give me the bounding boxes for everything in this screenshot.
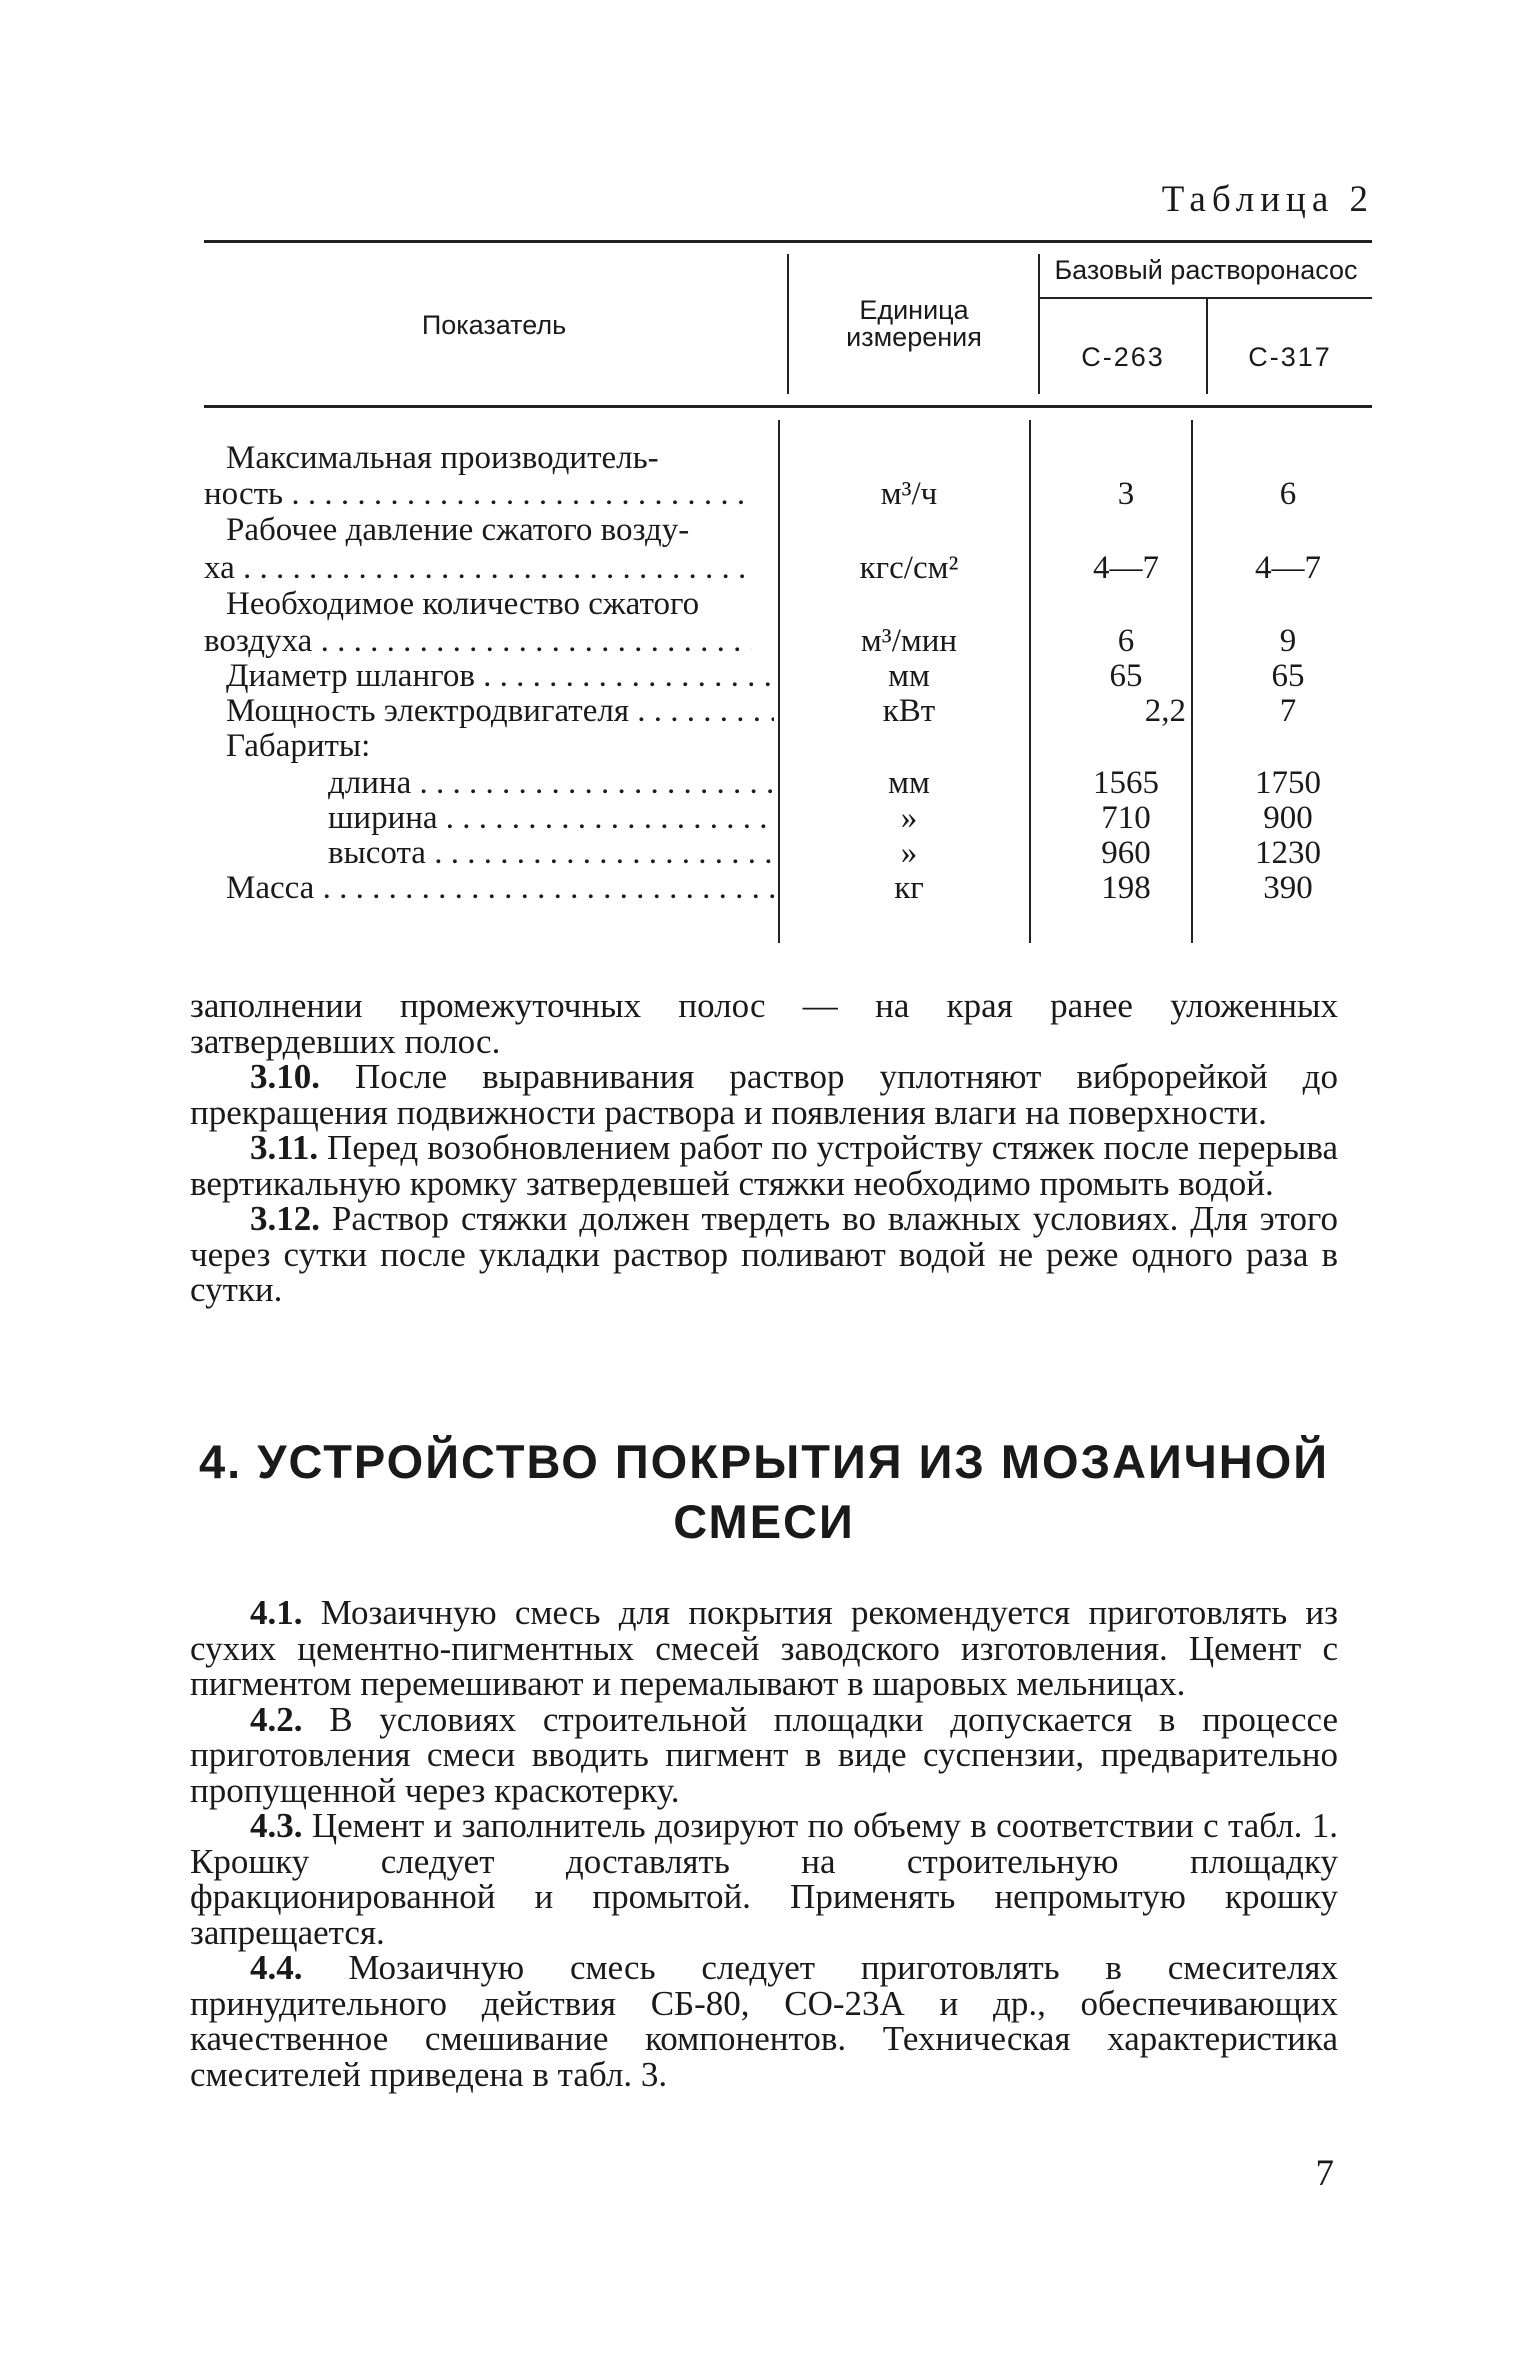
table-header-rule: [204, 405, 1372, 408]
header-model1: С-263: [1081, 342, 1165, 372]
row-value-c263: 2,2: [1144, 693, 1186, 729]
table-row: [204, 800, 1372, 836]
row-name-line1: Максимальная производитель-: [226, 440, 659, 476]
paragraph-text: Мозаичную смесь для покрытия рекомендуется приготовлять из сухих цементно-пигментных смесей заводского изготовления. Цемент с пигментом перемешивают и перемалывают в шаровых мельницах.: [190, 1593, 1338, 1703]
paragraph: [190, 1201, 1338, 1308]
paragraph-number: 3.10.: [250, 1057, 320, 1096]
section-heading-line1: 4. УСТРОЙСТВО ПОКРЫТИЯ ИЗ МОЗАИЧНОЙ: [198, 1435, 1330, 1488]
section-heading: [190, 1432, 1338, 1552]
paragraph: [190, 1595, 1338, 1702]
row-name: Габариты:: [226, 728, 371, 764]
table-row: [204, 835, 1372, 871]
paragraph-text: заполнении промежуточных полос — на края ранее уложенных затвердевших полос.: [190, 986, 1338, 1061]
section-heading-line2: СМЕСИ: [673, 1495, 855, 1548]
row-value-c263: 6: [1117, 623, 1135, 659]
row-name: воздуха: [204, 623, 313, 659]
row-name: Мощность электродвигателя: [226, 693, 630, 729]
row-name: Диаметр шлангов: [226, 658, 475, 694]
row-value-c263: 1565: [1093, 765, 1159, 801]
paragraph-number: 4.3.: [250, 1806, 303, 1845]
paragraph: [190, 988, 1338, 1059]
paragraph-number: 3.11.: [250, 1128, 319, 1167]
row-name: Масса: [226, 870, 315, 906]
table-row: [204, 550, 1372, 586]
table-row: [204, 693, 1372, 729]
row-unit: кгс/см²: [859, 550, 959, 586]
row-value-c317: 9: [1279, 623, 1297, 659]
paragraph-number: 3.12.: [250, 1199, 320, 1238]
row-name: ха: [204, 550, 235, 586]
header-unit-line1: Единица: [859, 295, 969, 325]
header-indicator: Показатель: [421, 310, 567, 340]
row-value-c317: 4—7: [1255, 550, 1321, 586]
row-value-c263: 960: [1101, 835, 1151, 871]
row-unit: м³/ч: [880, 476, 938, 512]
row-value-c317: 6: [1279, 476, 1297, 512]
row-value-c317: 390: [1263, 870, 1313, 906]
paragraph-number: 4.1.: [250, 1593, 303, 1632]
table-row: [204, 765, 1372, 801]
page-number: 7: [1315, 2153, 1334, 2194]
table-row: [204, 440, 1372, 476]
paragraph-text: Мозаичную смесь следует приготовлять в смесителях принудительного действия СБ-80, СО-23А и др., обеспечивающих качественное смешивание компонентов. Техническая характеристика смесителей приведена в табл. 3.: [190, 1948, 1338, 2094]
table-row: [204, 658, 1372, 694]
table-row: [204, 728, 1372, 764]
paragraph-text: Перед возобновлением работ по устройству стяжек после перерыва вертикальную кромку затвердевшей стяжки необходимо промыть водой.: [190, 1128, 1338, 1203]
row-unit: кг: [894, 870, 924, 906]
paragraph: [190, 1808, 1338, 1950]
table-caption: Таблица 2: [1161, 179, 1374, 220]
header-model2: С-317: [1248, 342, 1332, 372]
row-name: высота: [328, 835, 426, 871]
row-value-c317: 7: [1279, 693, 1297, 729]
row-name: длина: [328, 765, 412, 801]
row-name-line1: Необходимое количество сжатого: [226, 586, 700, 622]
paragraph-text: После выравнивания раствор уплотняют виброрейкой до прекращения подвижности раствора и появления влаги на поверхности.: [190, 1057, 1338, 1132]
row-name-line1: Рабочее давление сжатого возду-: [226, 512, 690, 548]
row-unit: кВт: [882, 693, 936, 729]
row-unit: »: [900, 835, 918, 871]
row-value-c263: 710: [1101, 800, 1151, 836]
paragraph: [190, 1130, 1338, 1201]
row-value-c263: 4—7: [1093, 550, 1159, 586]
table-top-rule: [204, 240, 1372, 243]
header-unit-line2: измерения: [846, 322, 982, 352]
row-value-c263: 65: [1109, 658, 1143, 694]
table-row: [204, 476, 1372, 512]
row-unit: м³/мин: [860, 623, 958, 659]
body-text-before: [190, 988, 1338, 1308]
row-unit: »: [900, 800, 918, 836]
row-value-c317: 900: [1263, 800, 1313, 836]
paragraph: [190, 1699, 1339, 1810]
paragraph-text: Цемент и заполнитель дозируют по объему в соответствии с табл. 1. Крошку следует доставлять на строительную площадку фракционированной и промытой. Применять непромытую крошку запрещается.: [190, 1806, 1338, 1952]
row-name: ность: [204, 476, 284, 512]
row-value-c263: 198: [1101, 870, 1151, 906]
row-name: ширина: [328, 800, 438, 836]
paragraph-number: 4.2.: [250, 1699, 303, 1739]
paragraph-text: В условиях строительной площадки допускается в процессе приготовления смеси вводить пигмент в виде суспензии, предварительно пропущенной через краскотерку.: [190, 1699, 1339, 1810]
table-row: [204, 623, 1372, 659]
row-value-c263: 3: [1117, 476, 1135, 512]
paragraph: [190, 1950, 1338, 2092]
row-unit: мм: [888, 765, 930, 801]
table-row: [204, 870, 1372, 906]
table-row: [204, 512, 1372, 548]
table-row: [204, 586, 1372, 622]
paragraph-number: 4.4.: [250, 1948, 303, 1987]
row-value-c317: 1230: [1255, 835, 1321, 871]
paragraph: [190, 1059, 1338, 1130]
pump-specs-table: [204, 240, 1372, 943]
header-group: Базовый растворонасос: [1054, 255, 1358, 285]
paragraph-text: Раствор стяжки должен твердеть во влажных условиях. Для этого через сутки после укладки раствор поливают водой не реже одного раза в сутки.: [190, 1199, 1338, 1309]
row-unit: мм: [888, 658, 930, 694]
row-value-c317: 1750: [1255, 765, 1321, 801]
body-text-after: [190, 1595, 1338, 2092]
row-value-c317: 65: [1271, 658, 1305, 694]
